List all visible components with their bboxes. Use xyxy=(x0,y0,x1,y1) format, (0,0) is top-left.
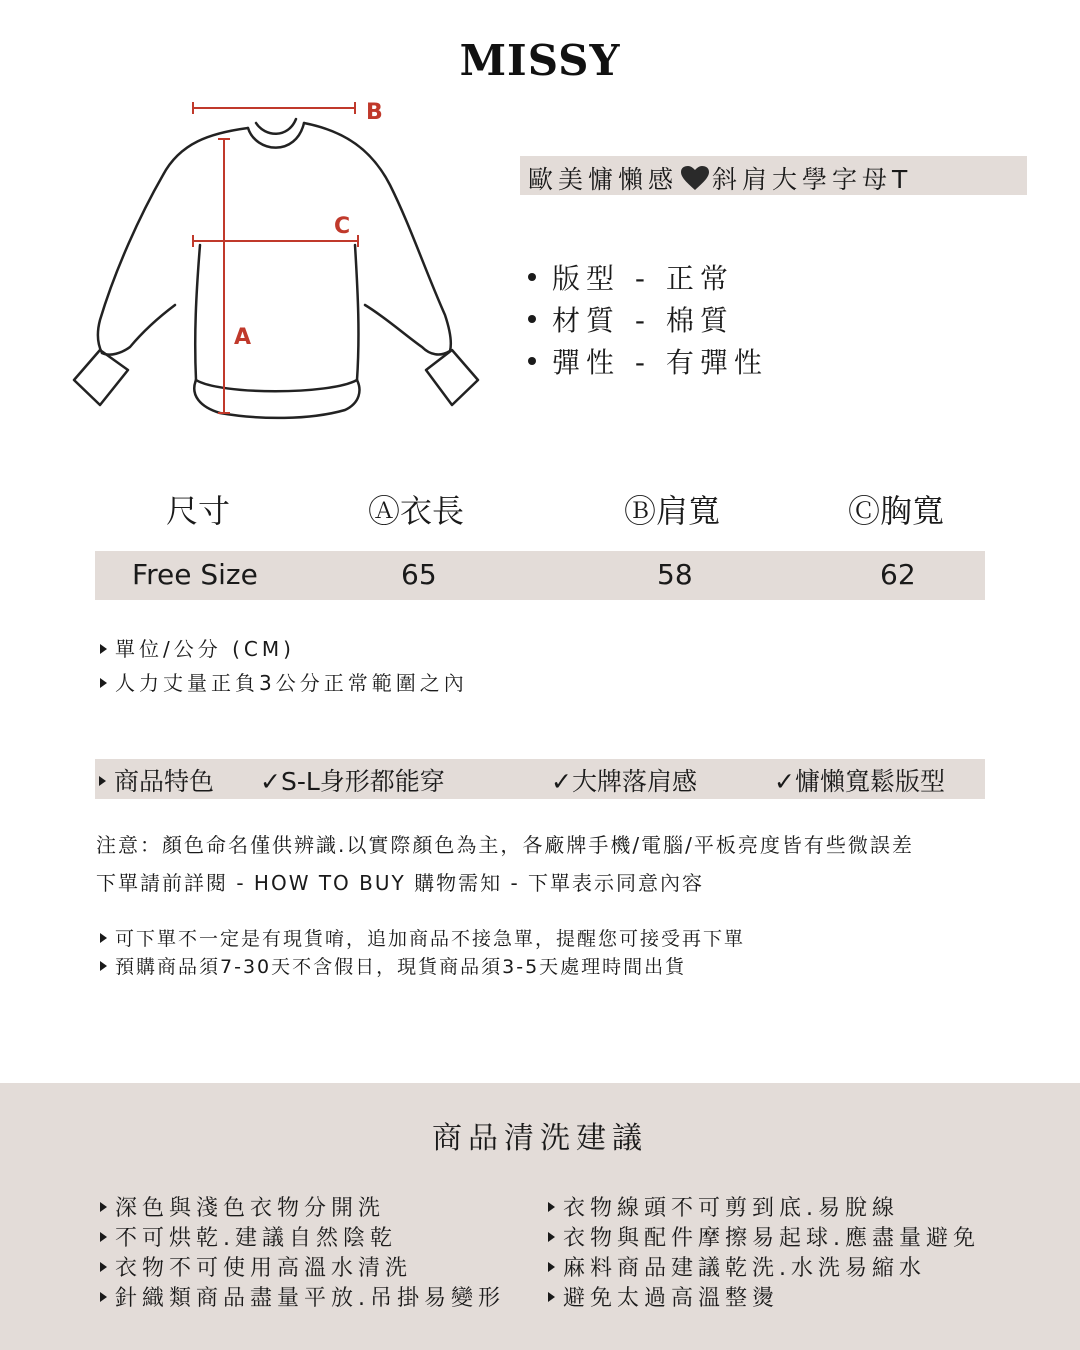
size-header-size: 尺寸 xyxy=(166,492,231,530)
product-title-before: 歐美慵懶感 xyxy=(528,165,679,194)
triangle-bullet-icon xyxy=(100,1202,107,1212)
color-notice: 注意：顏色命名僅供辨識.以實際顏色為主，各廠牌手機/電腦/平板亮度皆有些微誤差 xyxy=(96,833,914,857)
features-label: 商品特色 xyxy=(99,762,214,798)
size-header-length: Ⓐ衣長 xyxy=(368,492,465,530)
care-item: 衣物線頭不可剪到底.易脫線 xyxy=(548,1191,899,1222)
feature-item: ✓S-L身形都能穿 xyxy=(260,767,445,796)
heart-icon xyxy=(680,165,710,191)
triangle-bullet-icon xyxy=(100,1232,107,1242)
care-item: 不可烘乾.建議自然陰乾 xyxy=(100,1221,397,1252)
bullet-icon xyxy=(528,273,536,281)
care-item: 衣物與配件摩擦易起球.應盡量避免 xyxy=(548,1221,980,1252)
sweater-measurement-diagram xyxy=(60,95,500,425)
triangle-bullet-icon xyxy=(100,644,107,654)
bullet-icon xyxy=(528,357,536,365)
measure-note: 人力丈量正負3公分正常範圍之內 xyxy=(100,667,468,696)
size-value-chest: 62 xyxy=(880,558,916,591)
label-b: B xyxy=(366,100,383,125)
order-note: 可下單不一定是有現貨唷，追加商品不接急單，提醒您可接受再下單 xyxy=(100,924,745,951)
triangle-bullet-icon xyxy=(548,1292,555,1302)
product-title-after: 斜肩大學字母T xyxy=(712,165,913,194)
care-title: 商品清洗建議 xyxy=(432,1121,648,1156)
size-header-shoulder: Ⓑ肩寬 xyxy=(624,492,721,530)
triangle-bullet-icon xyxy=(100,1262,107,1272)
feature-item: ✓慵懶寬鬆版型 xyxy=(774,767,945,796)
spec-item: 版型 - 正常 xyxy=(528,258,768,300)
spec-item: 彈性 - 有彈性 xyxy=(528,342,768,384)
triangle-bullet-icon xyxy=(100,961,107,971)
spec-list xyxy=(528,258,768,384)
feature-item: ✓大牌落肩感 xyxy=(551,767,697,796)
triangle-bullet-icon xyxy=(100,678,107,688)
care-item: 深色與淺色衣物分開洗 xyxy=(100,1191,385,1222)
label-a: A xyxy=(234,325,252,350)
triangle-bullet-icon xyxy=(548,1232,555,1242)
measure-note: 單位/公分 (CM) xyxy=(100,633,295,662)
label-c: C xyxy=(334,214,351,239)
size-value-length: 65 xyxy=(401,558,437,591)
brand-logo: MISSY xyxy=(459,36,621,85)
triangle-bullet-icon xyxy=(99,776,106,786)
triangle-bullet-icon xyxy=(548,1262,555,1272)
triangle-bullet-icon xyxy=(100,933,107,943)
bullet-icon xyxy=(528,315,536,323)
care-item: 麻料商品建議乾洗.水洗易縮水 xyxy=(548,1251,926,1282)
care-item: 衣物不可使用高溫水清洗 xyxy=(100,1251,412,1282)
size-value-shoulder: 58 xyxy=(657,558,693,591)
triangle-bullet-icon xyxy=(100,1292,107,1302)
size-header-chest: Ⓒ胸寬 xyxy=(848,492,945,530)
spec-item: 材質 - 棉質 xyxy=(528,300,768,342)
product-title xyxy=(528,160,912,196)
size-value-size: Free Size xyxy=(132,558,258,591)
order-note: 預購商品須7-30天不含假日，現貨商品須3-5天處理時間出貨 xyxy=(100,952,686,979)
triangle-bullet-icon xyxy=(548,1202,555,1212)
care-item: 針織類商品盡量平放.吊掛易變形 xyxy=(100,1281,505,1312)
care-item: 避免太過高溫整燙 xyxy=(548,1281,779,1312)
how-to-buy-notice: 下單請前詳閱 - HOW TO BUY 購物需知 - 下單表示同意內容 xyxy=(96,871,705,895)
